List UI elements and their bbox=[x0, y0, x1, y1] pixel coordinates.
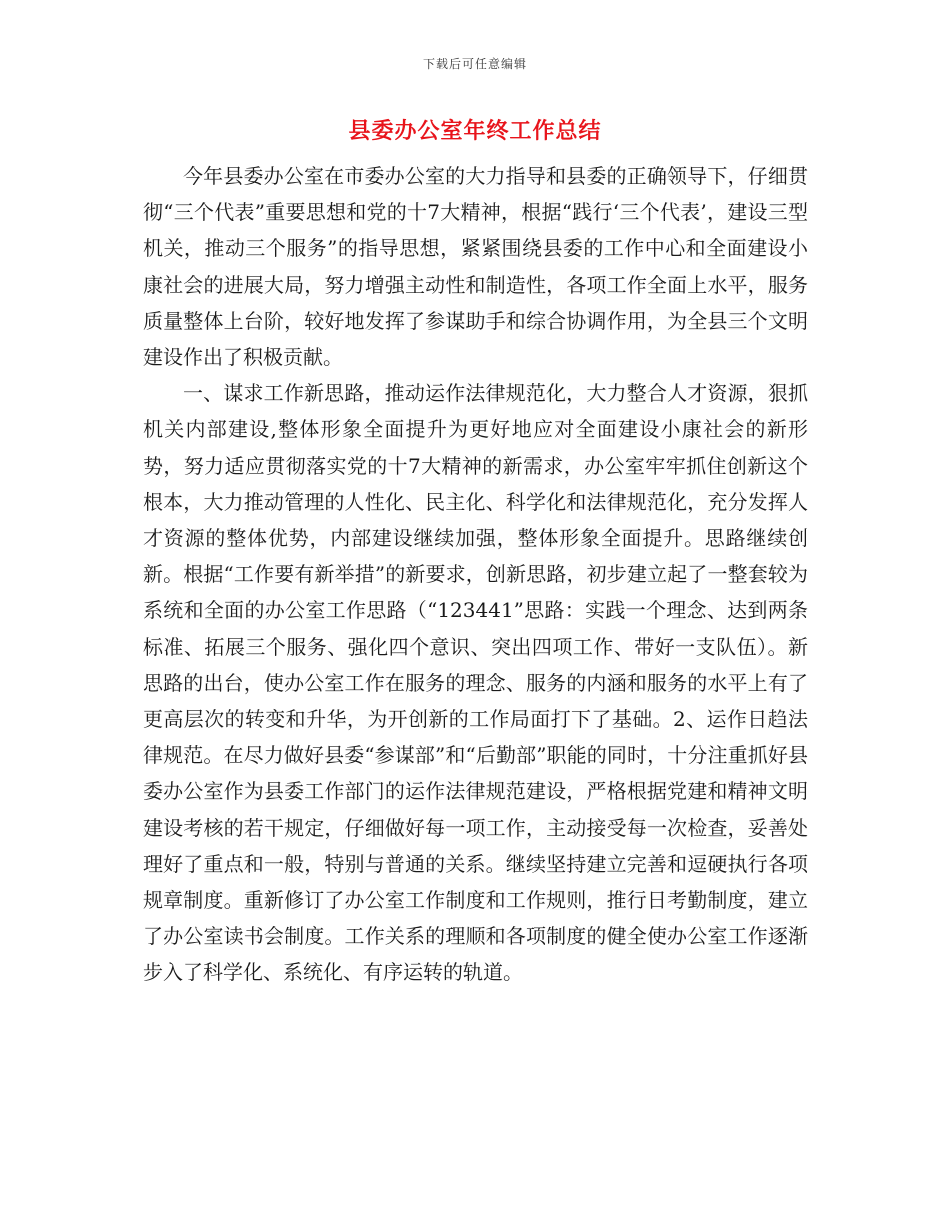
document-title: 县委办公室年终工作总结 bbox=[348, 119, 602, 144]
paragraph-section-one: 一、谋求工作新思路，推动运作法律规范化，大力整合人才资源，狠抓机关内部建设,整体形象全面提升为更好地应对全面建设小康社会的新形势，努力适应贯彻落实党的十7大精神的新需求，办公室牢牢抓住创新这个根本，大力推动管理的人性化、民主化、科学化和法律规范化，充分发挥人才资源的整体优势，内部建设继续加强，整体形象全面提升。思路继续创新。根据“工作要有新举措”的新要求，创新思路，初步建立起了一整套较为系统和全面的办公室工作思路（“123441”思路：实践一个理念、达到两条标准、拓展三个服务、强化四个意识、突出四项工作、带好一支队伍）。新思路的出台，使办公室工作在服务的理念、服务的内涵和服务的水平上有了更高层次的转变和升华，为开创新的工作局面打下了基础。2、运作日趋法律规范。在尽力做好县委“参谋部”和“后勤部”职能的同时，十分注重抓好县委办公室作为县委工作部门的运作法律规范建设，严格根据党建和精神文明建设考核的若干规定，仔细做好每一项工作，主动接受每一次检查，妥善处理好了重点和一般，特别与普通的关系。继续坚持建立完善和逗硬执行各项规章制度。重新修订了办公室工作制度和工作规则，推行日考勤制度，建立了办公室读书会制度。工作关系的理顺和各项制度的健全使办公室工作逐渐步入了科学化、系统化、有序运转的轨道。 bbox=[143, 381, 808, 985]
paragraph-intro: 今年县委办公室在市委办公室的大力指导和县委的正确领导下，仔细贯彻“三个代表”重要思想和党的十7大精神，根据“践行‘三个代表’，建设三型机关，推动三个服务”的指导思想，紧紧围绕县委的工作中心和全面建设小康社会的进展大局，努力增强主动性和制造性，各项工作全面上水平，服务质量整体上台阶，较好地发挥了参谋助手和综合协调作用，为全县三个文明建设作出了积极贡献。 bbox=[143, 164, 808, 370]
header-note: 下载后可任意编辑 bbox=[422, 57, 527, 71]
document-body bbox=[143, 158, 808, 991]
